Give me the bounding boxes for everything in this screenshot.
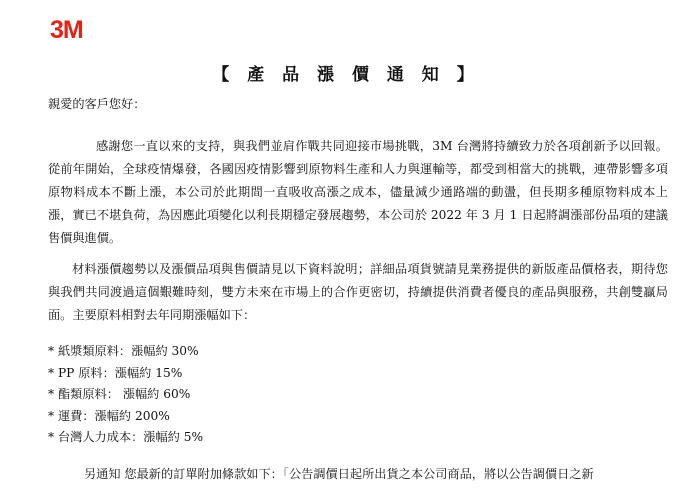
notice-title: 【 產 品 漲 價 通 知 】 [212, 65, 480, 85]
paragraph-terms: 另通知 您最新的訂單附加條款如下：「公告調價日起所出貨之本公司商品，將以公告調價日之新 [84, 467, 594, 481]
list-item: * 紙漿類原料：漲幅約 30% [48, 344, 199, 358]
paragraph-materials: 材料漲價趨勢以及漲價品項與售價請見以下資料說明；詳細品項貨號請見業務提供的新版產品價格表，期待您與我們共同渡過這個艱難時刻，雙方未來在市場上的合作更密切，持續提供消費者優良的產品與服務，共創雙贏局面。主要原料相對去年同期漲幅如下： [48, 262, 668, 322]
price-increase-list [48, 341, 203, 449]
greeting: 親愛的客戶您好： [48, 97, 146, 111]
list-item: * PP 原料：漲幅約 15% [48, 365, 183, 380]
3m-logo: 3M [50, 16, 83, 44]
list-item: * 台灣人力成本：漲幅約 5% [48, 430, 204, 444]
paragraph-intro: 感謝您一直以來的支持，與我們並肩作戰共同迎接市場挑戰，3M 台灣將持續致力於各項創新予以回報。從前年開始，全球疫情爆發，各國因疫情影響到原物料生產和人力與運輸等，都受到相當大的挑戰，連帶影響多項原物料成本不斷上漲，本公司於此期間一直吸收高漲之成本，儘量減少通路端的動盪，但長期多種原物料成本上漲，實已不堪負荷，為因應此項變化以利長期穩定發展趨勢，本公司於 2022 年 3 月 1 日起將調漲部份品項的建議售價與進價。 [48, 139, 668, 245]
list-item: * 酯類原料： 漲幅約 60% [48, 387, 191, 401]
list-item: * 運費：漲幅約 200% [48, 408, 170, 423]
